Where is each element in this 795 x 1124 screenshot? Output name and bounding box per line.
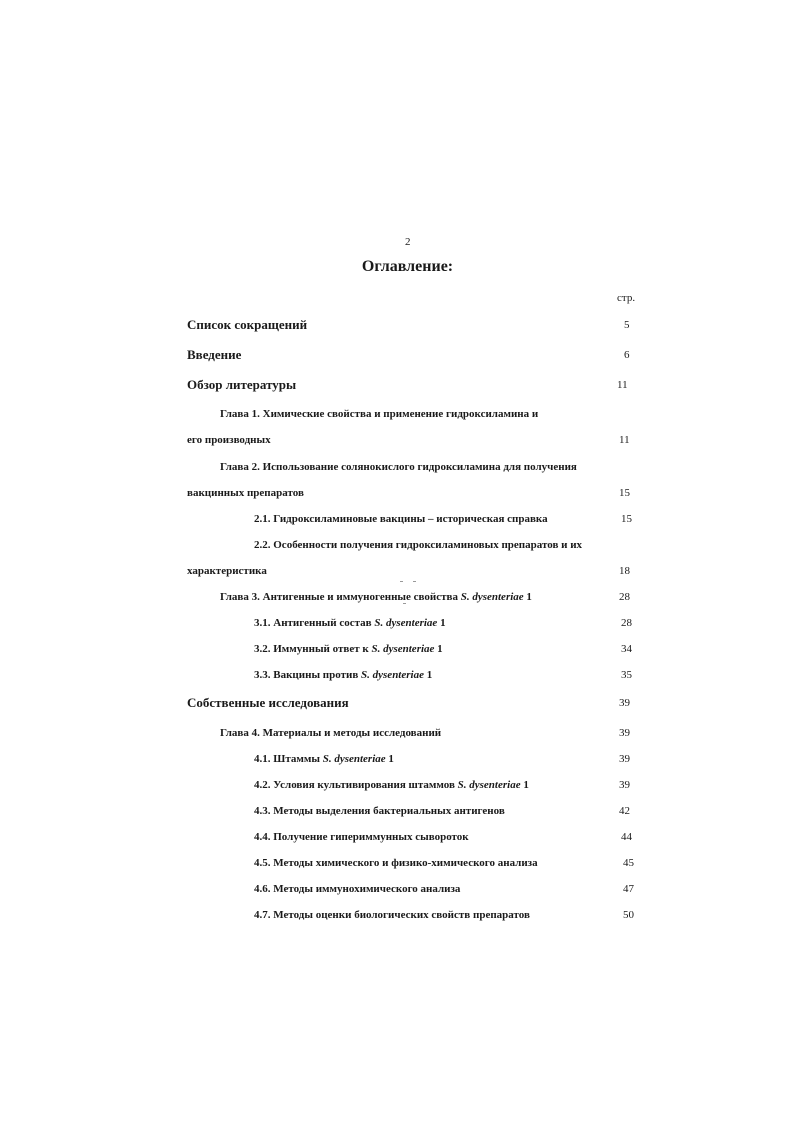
toc-page-number: 39	[619, 779, 630, 791]
toc-page-number: 39	[619, 727, 630, 739]
toc-page-number: 39	[619, 753, 630, 765]
toc-entry-text: его производных	[187, 434, 271, 446]
scan-speck	[403, 603, 406, 604]
scan-speck	[413, 581, 416, 582]
toc-entry-text: 4.6. Методы иммунохимического анализа	[254, 883, 461, 895]
toc-entry-3-3	[254, 669, 432, 681]
toc-entry-own-research	[187, 695, 349, 711]
toc-entry-4-4	[254, 831, 469, 843]
toc-entry-3-1	[254, 617, 446, 629]
species-name: S. dysenteriae	[457, 779, 521, 791]
toc-entry-chapter-4	[220, 727, 441, 739]
toc-entry-text: Глава 2. Использование солянокислого гидроксиламина для получения	[220, 461, 577, 473]
toc-entry-text: Глава 3. Антигенные и иммуногенные свойства	[220, 591, 461, 603]
species-name: S. dysenteriae	[460, 591, 524, 603]
toc-entry-suffix: 1	[437, 617, 446, 629]
toc-entry-text: Обзор литературы	[187, 377, 297, 392]
toc-entry-text: 3.1. Антигенный состав	[254, 617, 375, 629]
toc-page-number: 50	[623, 909, 634, 921]
toc-page-number: 39	[619, 697, 630, 709]
toc-entry-text: Глава 4. Материалы и методы исследований	[220, 727, 442, 739]
toc-page-number: 11	[619, 434, 630, 446]
toc-entry-text: характеристика	[187, 565, 267, 577]
toc-page-number: 6	[624, 349, 630, 361]
toc-page-number: 35	[621, 669, 632, 681]
species-name: S. dysenteriae	[322, 753, 386, 765]
toc-page-number: 28	[619, 591, 630, 603]
toc-page-number: 5	[624, 319, 630, 331]
toc-entry-text: 4.2. Условия культивирования штаммов	[254, 779, 458, 791]
toc-entry-text: Глава 1. Химические свойства и применение гидроксиламина и	[220, 408, 539, 420]
toc-entry-literature-review	[187, 377, 296, 393]
species-name: S. dysenteriae	[374, 617, 438, 629]
toc-entry-4-7	[254, 909, 530, 921]
toc-entry-4-1	[254, 753, 394, 765]
toc-entry-text: 2.2. Особенности получения гидроксиламиновых препаратов и их	[254, 539, 583, 551]
toc-page-number: 28	[621, 617, 632, 629]
page-column-label: стр.	[617, 292, 636, 304]
toc-entry-4-2	[254, 779, 529, 791]
toc-entry-chapter-1	[220, 408, 538, 420]
toc-entry-4-6	[254, 883, 460, 895]
toc-entry-2-2	[254, 539, 582, 551]
toc-entry-text: 4.7. Методы оценки биологических свойств препаратов	[254, 909, 530, 921]
toc-entry-3-2	[254, 643, 443, 655]
toc-entry-abbreviations	[187, 317, 307, 333]
toc-entry-text: 3.2. Иммунный ответ к	[254, 643, 372, 655]
species-name: S. dysenteriae	[361, 669, 424, 681]
toc-entry-4-5	[254, 857, 538, 869]
species-name: S. dysenteriae	[371, 643, 435, 655]
toc-entry-text: 4.5. Методы химического и физико-химического анализа	[254, 857, 538, 869]
toc-entry-suffix: 1	[520, 779, 529, 791]
toc-entry-text: Собственные исследования	[187, 695, 349, 710]
toc-page-number: 11	[617, 379, 628, 391]
toc-entry-text: Введение	[187, 347, 242, 362]
toc-entry-chapter-2	[220, 461, 577, 473]
scan-speck	[400, 581, 403, 582]
toc-entry-chapter-3	[220, 591, 532, 603]
toc-entry-2-1	[254, 513, 548, 525]
toc-entry-chapter-2-cont	[187, 487, 304, 499]
toc-entry-text: 4.4. Получение гипериммунных сывороток	[254, 831, 469, 843]
page-number: 2	[405, 236, 411, 248]
toc-page-number: 42	[619, 805, 630, 817]
toc-entry-text: вакцинных препаратов	[187, 487, 304, 499]
toc-entry-2-2-cont	[187, 565, 267, 577]
toc-entry-suffix: 1	[523, 591, 532, 603]
toc-page-number: 45	[623, 857, 634, 869]
toc-entry-text: 2.1. Гидроксиламиновые вакцины – историческая справка	[254, 513, 548, 525]
toc-page-number: 44	[621, 831, 632, 843]
toc-entry-suffix: 1	[434, 643, 443, 655]
toc-entry-suffix: 1	[423, 669, 433, 681]
toc-entry-text: 3.3. Вакцины против	[254, 669, 362, 681]
toc-page-number: 15	[621, 513, 632, 525]
toc-entry-chapter-1-cont	[187, 434, 271, 446]
toc-entry-text: Список сокращений	[187, 317, 308, 332]
toc-page-number: 34	[621, 643, 632, 655]
toc-entry-text: 4.3. Методы выделения бактериальных антигенов	[254, 805, 505, 817]
toc-page-number: 15	[619, 487, 630, 499]
toc-page-number: 47	[623, 883, 634, 895]
toc-entry-suffix: 1	[385, 753, 394, 765]
toc-page-number: 18	[619, 565, 630, 577]
page-title: Оглавление:	[361, 258, 454, 275]
toc-entry-4-3	[254, 805, 505, 817]
toc-entry-introduction	[187, 347, 241, 363]
toc-entry-text: 4.1. Штаммы	[254, 753, 323, 765]
